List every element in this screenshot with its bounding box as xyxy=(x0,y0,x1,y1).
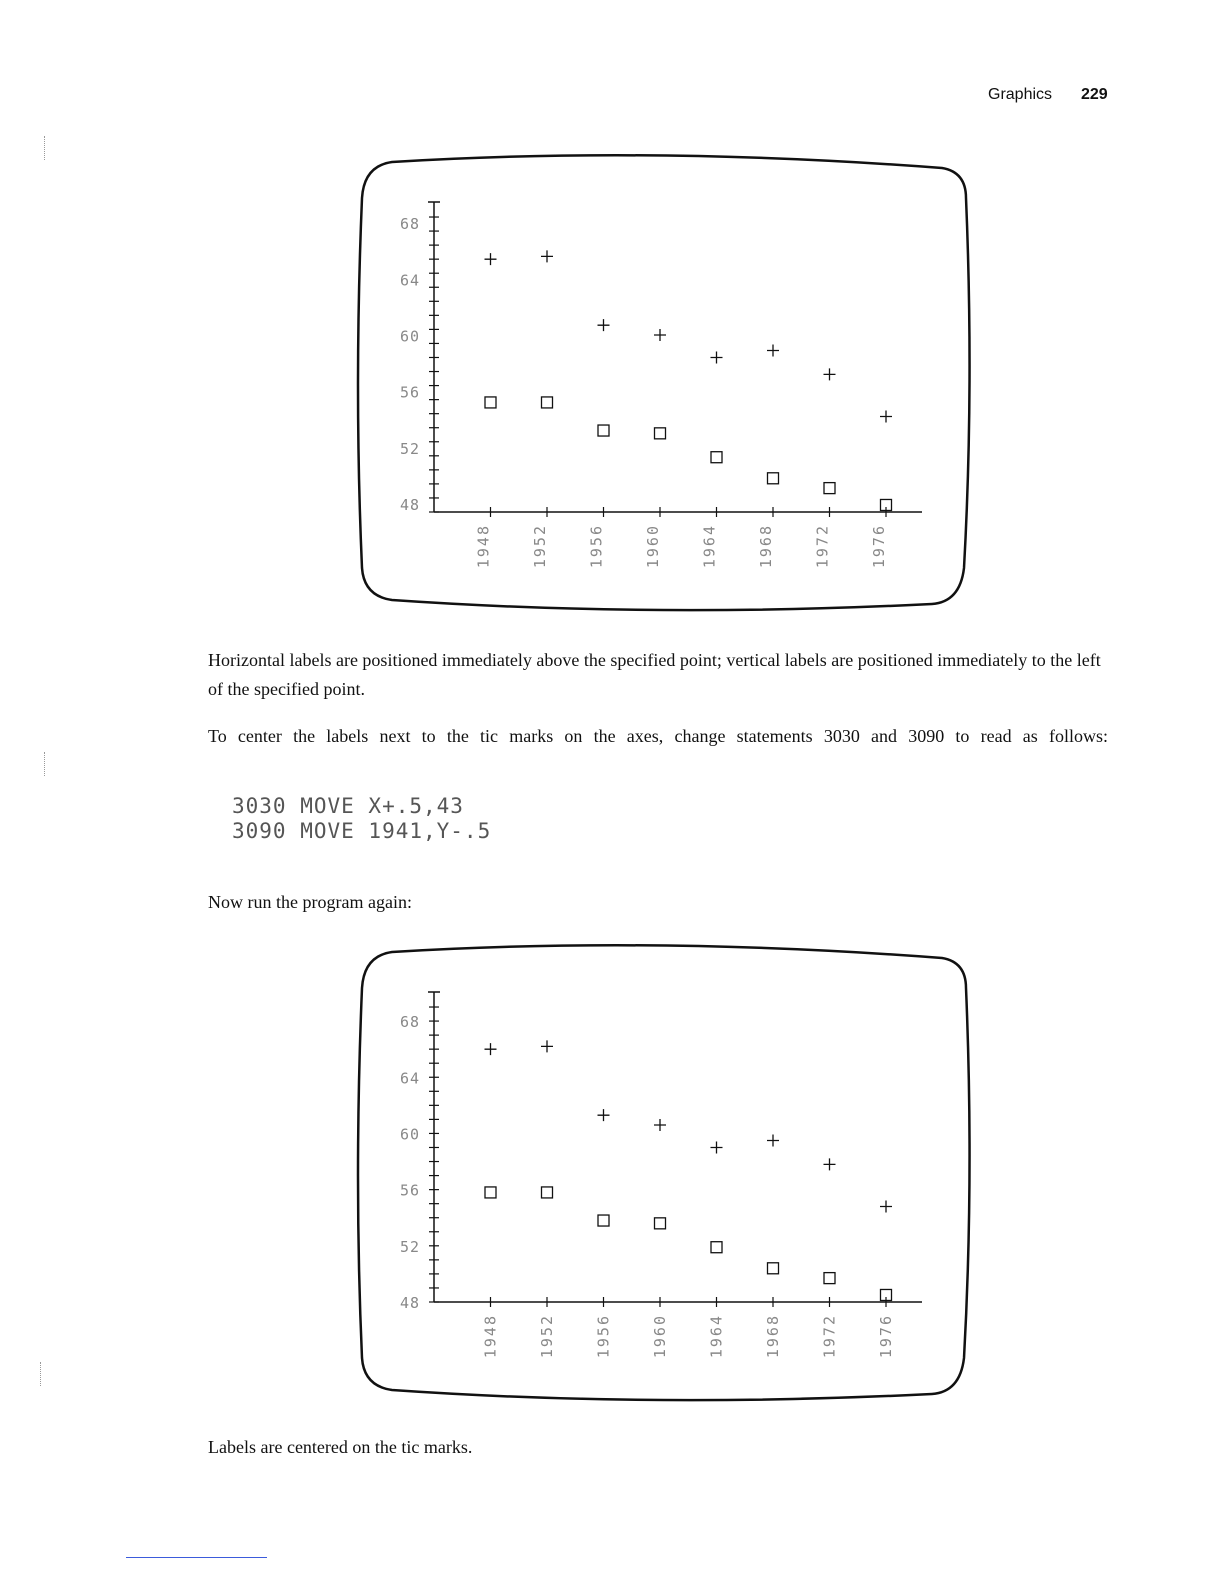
square-marker xyxy=(542,397,553,408)
section-title: Graphics xyxy=(988,86,1053,103)
plus-marker xyxy=(767,344,779,356)
x-tick-label: 1964 xyxy=(700,524,719,569)
square-marker xyxy=(485,1187,496,1198)
code-line: 3030 MOVE X+.5,43 xyxy=(232,794,464,818)
x-tick-label: 1976 xyxy=(877,1314,895,1359)
square-marker xyxy=(485,397,496,408)
x-tick-label: 1976 xyxy=(870,524,888,569)
paragraph-center-labels: To center the labels next to the tic marks on the axes, change statements 3030 and 3090 to read as follows: xyxy=(208,726,1108,746)
scan-mark xyxy=(44,752,59,776)
paragraph-run-again: Now run the program again: xyxy=(208,892,412,912)
y-tick-label: 64 xyxy=(399,1069,420,1088)
plus-marker xyxy=(485,253,497,265)
plus-marker xyxy=(654,1119,666,1131)
x-tick-label: 1956 xyxy=(587,524,606,569)
x-tick-label: 1960 xyxy=(651,1314,669,1359)
x-tick-label: 1960 xyxy=(644,524,662,569)
y-tick-label: 68 xyxy=(399,1013,420,1032)
plus-marker xyxy=(711,351,723,363)
page-header xyxy=(0,86,1224,110)
x-tick-label: 1952 xyxy=(531,524,549,569)
code-line: 3090 MOVE 1941,Y-.5 xyxy=(232,819,492,843)
x-tick-label: 1948 xyxy=(481,1314,500,1359)
scan-mark xyxy=(44,136,59,160)
square-marker xyxy=(768,473,779,484)
square-marker xyxy=(711,452,722,463)
plus-marker xyxy=(541,1040,553,1052)
y-tick-label: 52 xyxy=(399,439,420,458)
square-marker xyxy=(655,1218,666,1229)
plus-marker xyxy=(880,1200,892,1212)
plus-marker xyxy=(711,1141,723,1153)
plus-marker xyxy=(880,410,892,422)
y-tick-label: 60 xyxy=(399,327,420,346)
plus-marker xyxy=(598,319,610,331)
plus-marker xyxy=(767,1134,779,1146)
y-tick-label: 48 xyxy=(399,496,420,514)
y-tick-label: 48 xyxy=(399,1294,420,1312)
y-tick-label: 60 xyxy=(399,1125,420,1144)
terminal-plot-offset-labels xyxy=(352,148,974,618)
x-tick-label: 1968 xyxy=(764,1314,782,1359)
y-tick-label: 56 xyxy=(399,383,420,402)
y-tick-label: 56 xyxy=(399,1181,420,1200)
plus-marker xyxy=(598,1109,610,1121)
plus-marker xyxy=(541,250,553,262)
square-marker xyxy=(824,1273,835,1284)
x-tick-label: 1964 xyxy=(707,1314,726,1359)
square-marker xyxy=(824,483,835,494)
footnote-rule xyxy=(126,1557,267,1558)
x-tick-label: 1972 xyxy=(813,524,832,569)
square-marker xyxy=(711,1242,722,1253)
x-tick-label: 1956 xyxy=(594,1314,613,1359)
square-marker xyxy=(598,425,609,436)
x-tick-label: 1968 xyxy=(757,524,775,569)
square-marker xyxy=(768,1263,779,1274)
x-tick-label: 1948 xyxy=(474,524,493,569)
plus-marker xyxy=(654,329,666,341)
plus-marker xyxy=(824,368,836,380)
paragraph-label-positioning: Horizontal labels are positioned immediately above the specified point; vertical labels are positioned immediately to the left of the specified point. xyxy=(208,650,1101,699)
plot-svg xyxy=(352,148,974,618)
square-marker xyxy=(542,1187,553,1198)
plus-marker xyxy=(485,1043,497,1055)
plus-marker xyxy=(824,1158,836,1170)
paragraph-centered-result: Labels are centered on the tic marks. xyxy=(208,1437,473,1457)
x-tick-label: 1972 xyxy=(820,1314,839,1359)
plot-svg xyxy=(352,938,974,1408)
page-number: 229 xyxy=(1081,86,1108,103)
code-listing xyxy=(232,794,491,844)
square-marker xyxy=(598,1215,609,1226)
y-tick-label: 68 xyxy=(399,215,420,234)
x-tick-label: 1952 xyxy=(538,1314,556,1359)
y-tick-label: 52 xyxy=(399,1237,420,1256)
terminal-plot-centered-labels xyxy=(352,938,974,1408)
scan-mark xyxy=(40,1362,55,1386)
y-tick-label: 64 xyxy=(399,271,420,290)
square-marker xyxy=(655,428,666,439)
